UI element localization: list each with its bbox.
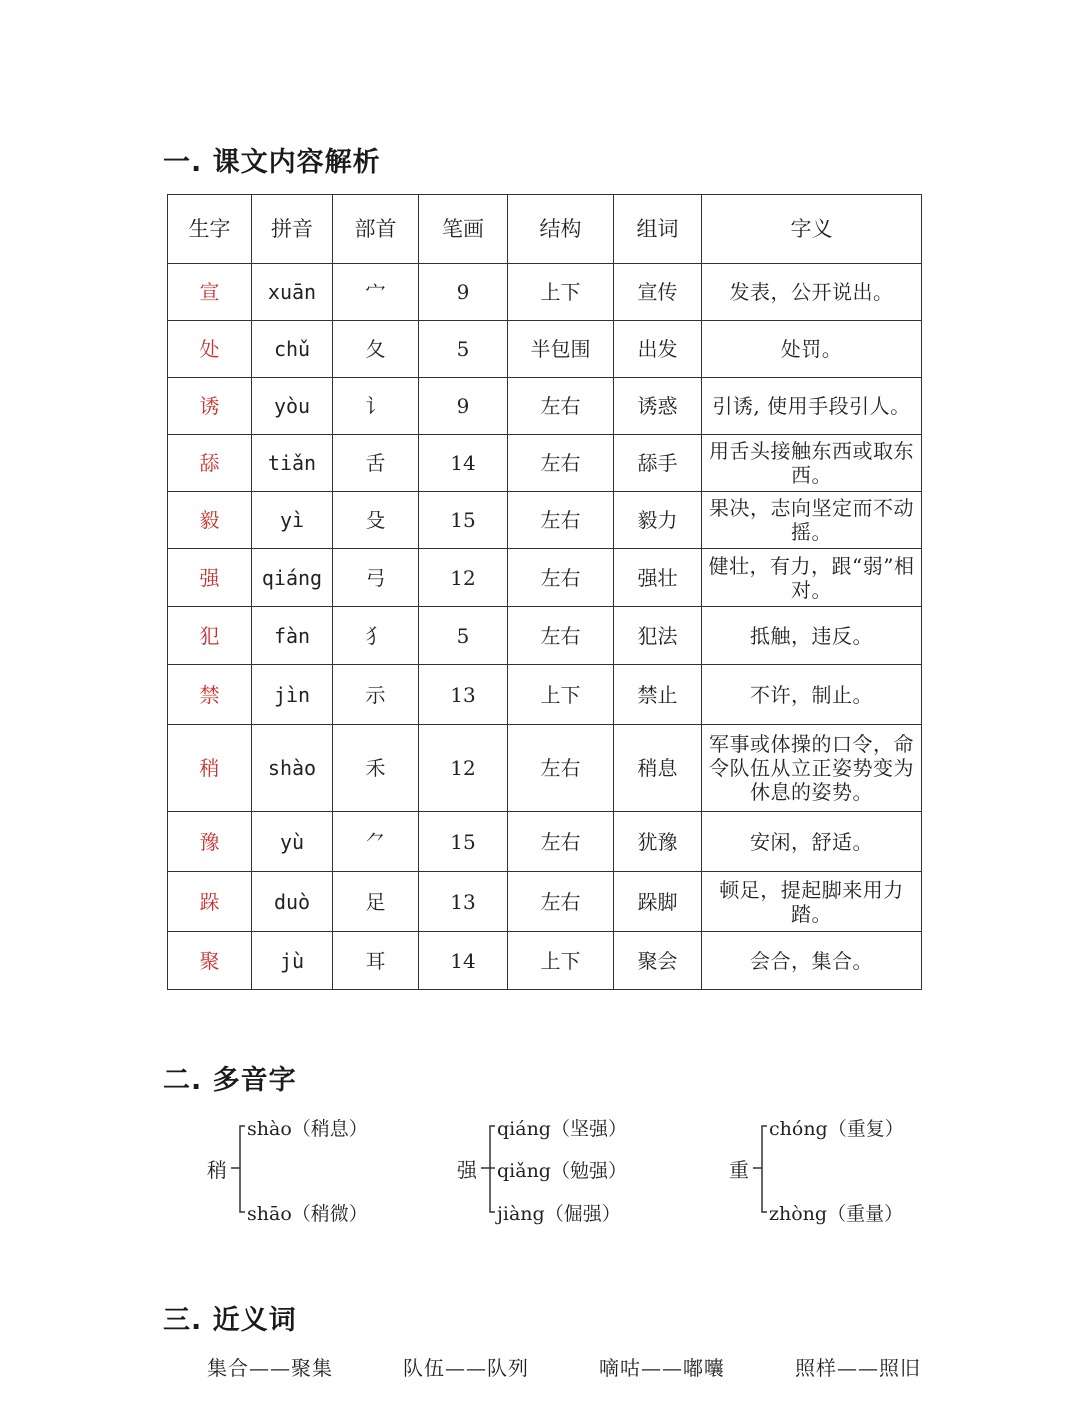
header-meaning: 字义	[702, 195, 922, 264]
table-row	[168, 932, 922, 990]
synonym-pair: 照样——照旧	[795, 1356, 921, 1380]
cell-word: 强壮	[614, 549, 702, 607]
table-row	[168, 725, 922, 812]
cell-pinyin: xuān	[252, 264, 333, 321]
cell-structure: 左右	[508, 812, 614, 872]
table-row	[168, 378, 922, 435]
cell-structure: 左右	[508, 378, 614, 435]
cell-char: 聚	[168, 932, 252, 990]
cell-radical: 犭	[333, 607, 419, 665]
cell-strokes: 15	[419, 492, 508, 549]
cell-structure: 左右	[508, 435, 614, 492]
cell-structure: 上下	[508, 665, 614, 725]
cell-meaning: 顿足，提起脚来用力踏。	[702, 872, 922, 932]
cell-strokes: 14	[419, 932, 508, 990]
cell-word: 犯法	[614, 607, 702, 665]
section-heading-polyphones: 二. 多音字	[163, 1065, 297, 1096]
cell-char: 诱	[168, 378, 252, 435]
cell-strokes: 12	[419, 725, 508, 812]
cell-meaning: 处罚。	[702, 321, 922, 378]
cell-word: 宣传	[614, 264, 702, 321]
cell-meaning: 军事或体操的口令，命令队伍从立正姿势变为休息的姿势。	[702, 725, 922, 812]
cell-word: 犹豫	[614, 812, 702, 872]
cell-char: 跺	[168, 872, 252, 932]
cell-meaning: 安闲，舒适。	[702, 812, 922, 872]
bracket-icon	[479, 1110, 499, 1230]
cell-pinyin: yù	[252, 812, 333, 872]
header-structure: 结构	[508, 195, 614, 264]
header-word: 组词	[614, 195, 702, 264]
cell-radical: 足	[333, 872, 419, 932]
cell-structure: 左右	[508, 607, 614, 665]
cell-pinyin: jù	[252, 932, 333, 990]
polyphone-group	[207, 1110, 437, 1230]
cell-meaning: 会合，集合。	[702, 932, 922, 990]
synonym-pair: 嘀咕——嘟囔	[599, 1356, 725, 1380]
table-row	[168, 492, 922, 549]
cell-char: 豫	[168, 812, 252, 872]
polyphone-group	[729, 1110, 959, 1230]
cell-word: 跺脚	[614, 872, 702, 932]
table-row	[168, 549, 922, 607]
polyphone-reading: jiàng（倔强）	[497, 1203, 621, 1225]
polyphone-reading: qiǎng（勉强）	[497, 1160, 627, 1182]
table-row	[168, 812, 922, 872]
header-strokes: 笔画	[419, 195, 508, 264]
cell-strokes: 9	[419, 378, 508, 435]
polyphone-reading: zhòng（重量）	[769, 1203, 904, 1225]
header-pinyin: 拼音	[252, 195, 333, 264]
cell-meaning: 引诱, 使用手段引人。	[702, 378, 922, 435]
vocabulary-table	[167, 194, 922, 990]
cell-char: 舔	[168, 435, 252, 492]
bracket-icon	[229, 1110, 249, 1230]
cell-pinyin: jìn	[252, 665, 333, 725]
table-row	[168, 321, 922, 378]
cell-strokes: 12	[419, 549, 508, 607]
polyphone-reading: qiáng（坚强）	[497, 1118, 627, 1140]
cell-word: 舔手	[614, 435, 702, 492]
cell-char: 宣	[168, 264, 252, 321]
cell-strokes: 9	[419, 264, 508, 321]
cell-radical: 禾	[333, 725, 419, 812]
cell-radical: 舌	[333, 435, 419, 492]
section-heading-content-analysis: 一. 课文内容解析	[163, 147, 381, 178]
cell-char: 禁	[168, 665, 252, 725]
cell-pinyin: yòu	[252, 378, 333, 435]
cell-char: 犯	[168, 607, 252, 665]
section-heading-synonyms: 三. 近义词	[163, 1305, 297, 1336]
cell-meaning: 健壮，有力，跟“弱”相对。	[702, 549, 922, 607]
bracket-icon	[751, 1110, 771, 1230]
cell-pinyin: fàn	[252, 607, 333, 665]
header-char: 生字	[168, 195, 252, 264]
cell-structure: 上下	[508, 932, 614, 990]
cell-structure: 半包围	[508, 321, 614, 378]
cell-radical: 耳	[333, 932, 419, 990]
cell-word: 聚会	[614, 932, 702, 990]
polyphone-char: 强	[457, 1158, 477, 1182]
cell-strokes: 13	[419, 872, 508, 932]
cell-char: 强	[168, 549, 252, 607]
cell-pinyin: qiáng	[252, 549, 333, 607]
header-radical: 部首	[333, 195, 419, 264]
cell-pinyin: chǔ	[252, 321, 333, 378]
cell-char: 稍	[168, 725, 252, 812]
cell-pinyin: duò	[252, 872, 333, 932]
cell-char: 毅	[168, 492, 252, 549]
cell-meaning: 用舌头接触东西或取东西。	[702, 435, 922, 492]
cell-word: 稍息	[614, 725, 702, 812]
table-row	[168, 665, 922, 725]
cell-radical: 夂	[333, 321, 419, 378]
polyphone-reading: shào（稍息）	[247, 1118, 368, 1140]
polyphone-reading: shāo（稍微）	[247, 1203, 368, 1225]
cell-structure: 左右	[508, 725, 614, 812]
cell-structure: 左右	[508, 492, 614, 549]
synonym-pair: 集合——聚集	[207, 1356, 333, 1380]
cell-radical: 示	[333, 665, 419, 725]
table-header-row	[168, 195, 922, 264]
cell-word: 毅力	[614, 492, 702, 549]
cell-radical: 殳	[333, 492, 419, 549]
cell-structure: 上下	[508, 264, 614, 321]
polyphone-char: 稍	[207, 1158, 227, 1182]
cell-radical: 讠	[333, 378, 419, 435]
table-row	[168, 872, 922, 932]
cell-meaning: 果决，志向坚定而不动摇。	[702, 492, 922, 549]
cell-pinyin: tiǎn	[252, 435, 333, 492]
synonym-pair: 队伍——队列	[403, 1356, 529, 1380]
cell-radical: ⺈	[333, 812, 419, 872]
table-row	[168, 264, 922, 321]
cell-pinyin: yì	[252, 492, 333, 549]
cell-pinyin: shào	[252, 725, 333, 812]
polyphone-reading: chóng（重复）	[769, 1118, 904, 1140]
cell-radical: 弓	[333, 549, 419, 607]
cell-strokes: 14	[419, 435, 508, 492]
cell-word: 诱惑	[614, 378, 702, 435]
cell-structure: 左右	[508, 872, 614, 932]
cell-word: 禁止	[614, 665, 702, 725]
cell-strokes: 15	[419, 812, 508, 872]
cell-strokes: 5	[419, 321, 508, 378]
cell-strokes: 13	[419, 665, 508, 725]
cell-meaning: 抵触，违反。	[702, 607, 922, 665]
polyphone-group	[457, 1110, 687, 1230]
table-row	[168, 607, 922, 665]
cell-strokes: 5	[419, 607, 508, 665]
cell-meaning: 发表，公开说出。	[702, 264, 922, 321]
cell-word: 出发	[614, 321, 702, 378]
table-row	[168, 435, 922, 492]
cell-structure: 左右	[508, 549, 614, 607]
cell-radical: 宀	[333, 264, 419, 321]
cell-meaning: 不许，制止。	[702, 665, 922, 725]
polyphone-char: 重	[729, 1158, 749, 1182]
cell-char: 处	[168, 321, 252, 378]
